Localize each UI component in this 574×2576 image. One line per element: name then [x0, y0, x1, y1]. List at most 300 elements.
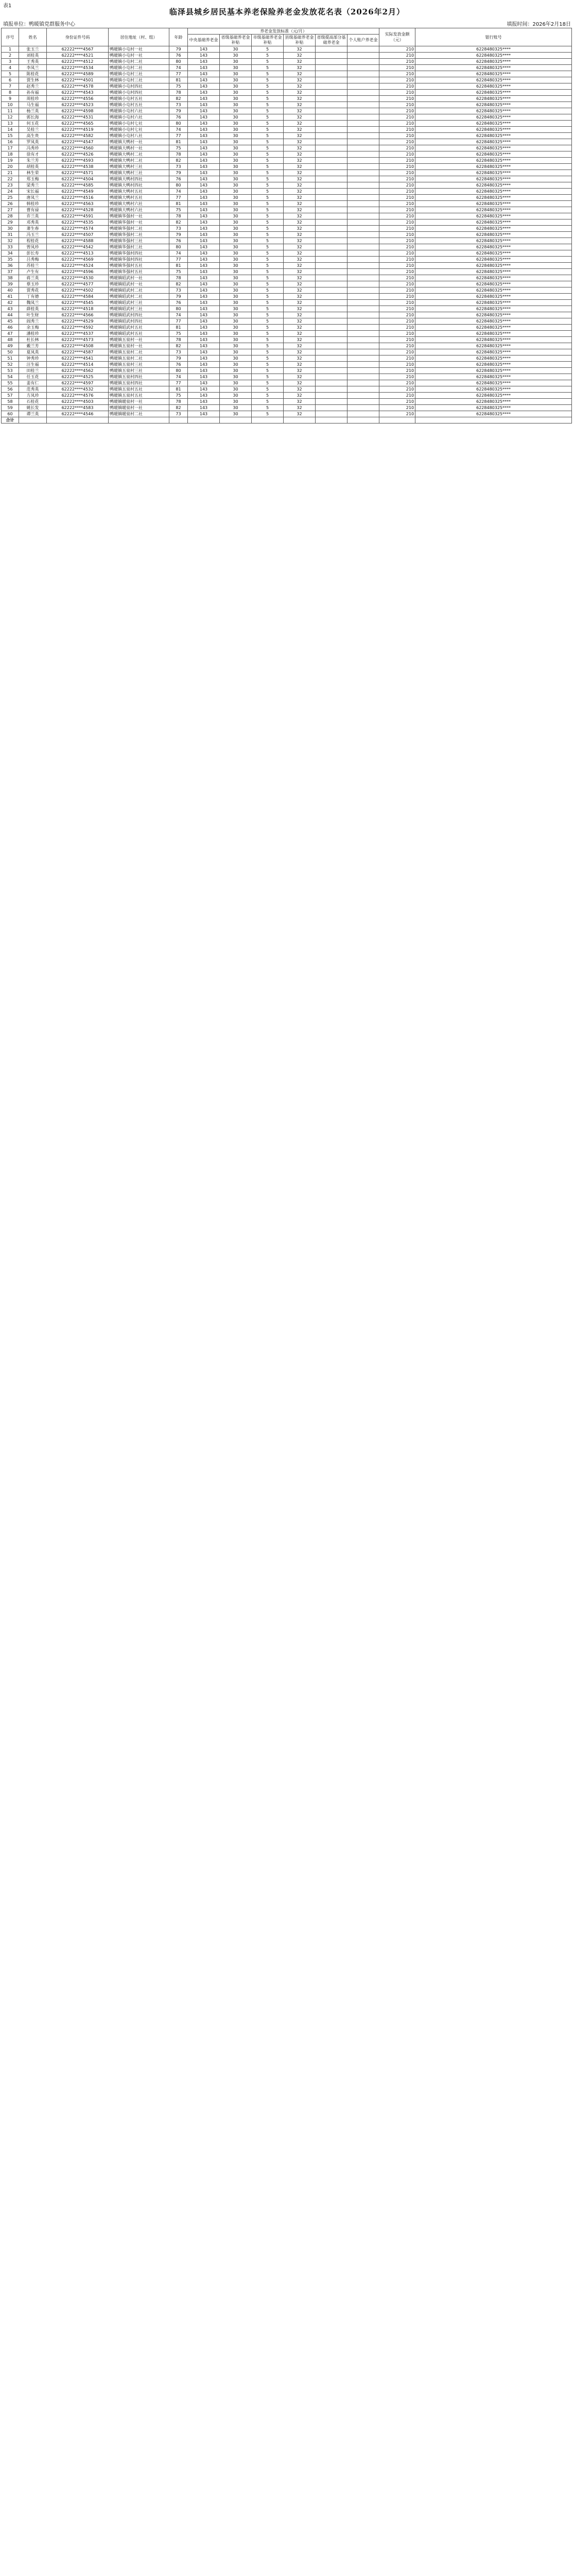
table-cell — [284, 417, 316, 423]
table-cell: 62222****4588 — [47, 238, 109, 244]
table-cell: 5 — [252, 386, 284, 393]
table-cell — [316, 201, 347, 207]
table-cell: 210 — [379, 306, 415, 312]
table-cell: 210 — [379, 170, 415, 176]
table-cell: 210 — [379, 53, 415, 59]
table-cell: 210 — [379, 226, 415, 232]
table-cell: 6228480325**** — [415, 121, 572, 127]
table-cell: 32 — [284, 312, 316, 318]
table-cell — [316, 337, 347, 343]
table-cell — [347, 53, 379, 59]
table-cell — [347, 151, 379, 158]
table-cell: 210 — [379, 411, 415, 417]
table-row — [2, 325, 572, 331]
table-cell: 鸭暖镇华强村三社 — [109, 238, 169, 244]
table-cell: 许兰英 — [19, 213, 47, 219]
table-cell: 38 — [2, 275, 19, 281]
table-cell: 143 — [188, 195, 220, 201]
table-cell: 210 — [379, 102, 415, 108]
table-cell: 30 — [220, 139, 252, 145]
table-cell: 143 — [188, 102, 220, 108]
table-cell: 鸭暖镇华强村四社 — [109, 257, 169, 263]
table-cell: 鸭暖镇华强村一社 — [109, 213, 169, 219]
table-cell: 鸭暖镇昭武村一社 — [109, 275, 169, 281]
table-cell: 邓秀英 — [19, 219, 47, 226]
table-cell — [316, 121, 347, 127]
table-cell: 210 — [379, 244, 415, 250]
table-cell: 6228480325**** — [415, 195, 572, 201]
table-cell: 79 — [169, 294, 188, 300]
table-cell: 32 — [284, 368, 316, 374]
table-cell — [316, 53, 347, 59]
table-cell: 210 — [379, 263, 415, 269]
table-cell: 143 — [188, 300, 220, 306]
table-cell: 30 — [220, 275, 252, 281]
table-cell: 81 — [169, 325, 188, 331]
table-cell — [347, 355, 379, 362]
table-cell: 鸭暖镇大鸭村二社 — [109, 151, 169, 158]
table-cell: 5 — [252, 250, 284, 257]
table-row — [2, 287, 572, 294]
table-cell: 74 — [169, 250, 188, 257]
table-cell: 210 — [379, 71, 415, 77]
table-cell — [316, 349, 347, 355]
table-cell: 30 — [220, 219, 252, 226]
table-row — [2, 189, 572, 195]
table-cell: 62222****4516 — [47, 195, 109, 201]
table-cell: 32 — [284, 362, 316, 368]
table-row — [2, 405, 572, 411]
table-cell: 徐有才 — [19, 151, 47, 158]
table-cell: 210 — [379, 238, 415, 244]
table-cell — [347, 59, 379, 65]
table-cell: 6228480325**** — [415, 300, 572, 306]
table-row — [2, 121, 572, 127]
table-cell: 5 — [252, 399, 284, 405]
table-cell: 62222****4529 — [47, 318, 109, 325]
table-cell — [347, 170, 379, 176]
table-cell: 鸭暖镇昭武村四社 — [109, 312, 169, 318]
table-cell — [347, 349, 379, 355]
table-cell: 30 — [220, 65, 252, 71]
table-cell — [316, 275, 347, 281]
table-cell: 32 — [284, 343, 316, 349]
table-cell: 73 — [169, 102, 188, 108]
table-cell: 30 — [220, 170, 252, 176]
table-row — [2, 263, 572, 269]
table-cell: 15 — [2, 133, 19, 139]
table-cell: 143 — [188, 349, 220, 355]
table-cell: 6228480325**** — [415, 325, 572, 331]
table-cell: 5 — [252, 318, 284, 325]
table-cell: 5 — [252, 53, 284, 59]
table-cell: 5 — [252, 195, 284, 201]
table-cell: 62222****4541 — [47, 355, 109, 362]
table-cell: 143 — [188, 65, 220, 71]
table-cell: 143 — [188, 53, 220, 59]
table-cell: 5 — [252, 207, 284, 213]
table-cell — [316, 374, 347, 380]
table-cell — [316, 263, 347, 269]
table-cell — [347, 145, 379, 151]
table-cell — [316, 213, 347, 219]
table-cell: 林生荣 — [19, 170, 47, 176]
table-cell: 143 — [188, 46, 220, 53]
table-cell: 5 — [252, 325, 284, 331]
table-cell: 32 — [284, 257, 316, 263]
table-row — [2, 250, 572, 257]
table-cell: 62222****4569 — [47, 257, 109, 263]
table-cell — [347, 244, 379, 250]
table-cell — [347, 263, 379, 269]
table-cell: 鸭暖镇小屯村一社 — [109, 53, 169, 59]
table-cell: 143 — [188, 170, 220, 176]
table-cell: 5 — [252, 127, 284, 133]
table-cell — [316, 170, 347, 176]
table-cell: 143 — [188, 114, 220, 121]
table-cell: 6228480325**** — [415, 287, 572, 294]
table-cell: 6228480325**** — [415, 182, 572, 189]
table-cell: 74 — [169, 127, 188, 133]
table-cell: 32 — [284, 59, 316, 65]
table-cell: 贾生林 — [19, 77, 47, 83]
table-cell — [316, 127, 347, 133]
table-cell: 30 — [220, 374, 252, 380]
table-cell: 32 — [284, 275, 316, 281]
table-cell: 6228480325**** — [415, 213, 572, 219]
table-cell — [347, 201, 379, 207]
table-cell — [252, 417, 284, 423]
table-cell: 62222****4531 — [47, 114, 109, 121]
table-cell: 14 — [2, 127, 19, 133]
table-cell: 76 — [169, 176, 188, 182]
table-cell: 30 — [220, 114, 252, 121]
table-cell: 5 — [252, 337, 284, 343]
table-cell — [347, 306, 379, 312]
table-cell: 罗凤英 — [19, 139, 47, 145]
table-cell: 62222****4525 — [47, 374, 109, 380]
table-cell — [19, 417, 47, 423]
table-cell: 210 — [379, 405, 415, 411]
table-row — [2, 201, 572, 207]
table-cell: 79 — [169, 232, 188, 238]
table-cell: 32 — [284, 83, 316, 90]
table-cell: 5 — [252, 294, 284, 300]
table-cell: 143 — [188, 306, 220, 312]
table-cell: 30 — [220, 232, 252, 238]
table-cell: 卢生有 — [19, 269, 47, 275]
table-cell: 36 — [2, 263, 19, 269]
table-row — [2, 127, 572, 133]
table-cell: 5 — [252, 393, 284, 399]
table-cell — [316, 151, 347, 158]
table-cell: 62222****4565 — [47, 121, 109, 127]
table-row — [2, 182, 572, 189]
table-cell — [316, 411, 347, 417]
table-row — [2, 213, 572, 219]
table-cell: 32 — [284, 405, 316, 411]
table-cell: 53 — [2, 368, 19, 374]
table-cell: 鸭暖镇五泉村一社 — [109, 337, 169, 343]
table-cell: 30 — [220, 399, 252, 405]
table-cell — [316, 226, 347, 232]
table-cell: 鸭暖镇小屯村三社 — [109, 77, 169, 83]
table-row — [2, 139, 572, 145]
table-cell: 210 — [379, 46, 415, 53]
table-cell: 62222****4503 — [47, 399, 109, 405]
table-cell — [316, 287, 347, 294]
table-cell: 30 — [220, 96, 252, 102]
table-cell — [316, 139, 347, 145]
table-cell: 32 — [284, 145, 316, 151]
table-cell: 5 — [252, 102, 284, 108]
table-cell: 32 — [284, 96, 316, 102]
table-cell: 5 — [252, 114, 284, 121]
table-cell: 32 — [284, 213, 316, 219]
table-cell: 梁秀兰 — [19, 182, 47, 189]
table-cell: 6228480325**** — [415, 96, 572, 102]
table-cell: 32 — [284, 207, 316, 213]
table-cell: 胡桂英 — [19, 164, 47, 170]
table-cell — [316, 102, 347, 108]
table-cell: 32 — [284, 263, 316, 269]
table-cell: 32 — [284, 399, 316, 405]
table-cell: 5 — [252, 232, 284, 238]
table-cell: 6228480325**** — [415, 226, 572, 232]
table-cell: 32 — [284, 393, 316, 399]
table-cell: 30 — [220, 182, 252, 189]
table-cell: 戴兰芳 — [19, 343, 47, 349]
table-cell — [316, 232, 347, 238]
table-cell: 210 — [379, 139, 415, 145]
table-cell: 方凤珍 — [19, 393, 47, 399]
table-cell: 6228480325**** — [415, 176, 572, 182]
table-cell: 74 — [169, 65, 188, 71]
table-cell: 210 — [379, 77, 415, 83]
table-cell: 62222****4518 — [47, 306, 109, 312]
table-cell: 6228480325**** — [415, 232, 572, 238]
table-cell: 143 — [188, 133, 220, 139]
table-cell: 32 — [284, 127, 316, 133]
table-cell: 20 — [2, 164, 19, 170]
table-cell: 30 — [220, 53, 252, 59]
table-row — [2, 281, 572, 287]
table-cell — [347, 232, 379, 238]
table-cell: 6228480325**** — [415, 411, 572, 417]
table-cell: 62222****4593 — [47, 158, 109, 164]
table-cell — [220, 417, 252, 423]
table-cell: 47 — [2, 331, 19, 337]
header-addr: 居住地址（村、组） — [109, 28, 169, 46]
table-cell: 阎秀兰 — [19, 318, 47, 325]
table-cell: 143 — [188, 281, 220, 287]
table-cell: 鸭暖镇五泉村五社 — [109, 386, 169, 393]
table-cell: 143 — [188, 213, 220, 219]
table-cell: 鸭暖镇昭武村三社 — [109, 300, 169, 306]
table-cell — [347, 294, 379, 300]
table-cell: 31 — [2, 232, 19, 238]
table-cell: 丁有德 — [19, 294, 47, 300]
table-cell: 62222****4512 — [47, 59, 109, 65]
table-cell: 73 — [169, 349, 188, 355]
table-cell: 210 — [379, 90, 415, 96]
table-cell: 143 — [188, 238, 220, 244]
table-cell: 郭长海 — [19, 114, 47, 121]
table-cell: 62222****4574 — [47, 226, 109, 232]
header-county: 县级基础养老金补贴 — [284, 35, 316, 46]
table-cell — [316, 343, 347, 349]
table-cell: 143 — [188, 275, 220, 281]
table-cell: 32 — [284, 90, 316, 96]
table-cell — [109, 417, 169, 423]
table-cell: 143 — [188, 176, 220, 182]
unit-label: 填报单位：鸭暖镇党群服务中心 — [3, 22, 75, 27]
table-cell: 62222****4560 — [47, 145, 109, 151]
table-cell — [316, 355, 347, 362]
table-cell: 30 — [220, 207, 252, 213]
table-cell — [316, 244, 347, 250]
table-cell: 5 — [252, 164, 284, 170]
table-row — [2, 102, 572, 108]
table-cell: 鸭暖镇大鸭村一社 — [109, 145, 169, 151]
table-cell: 32 — [284, 121, 316, 127]
table-cell: 32 — [284, 318, 316, 325]
table-cell: 石桂花 — [19, 399, 47, 405]
table-cell: 143 — [188, 399, 220, 405]
table-cell: 鸭暖镇大鸭村二社 — [109, 158, 169, 164]
table-cell: 55 — [2, 380, 19, 386]
table-cell — [316, 306, 347, 312]
table-cell: 高生贵 — [19, 133, 47, 139]
table-cell: 210 — [379, 287, 415, 294]
table-row — [2, 145, 572, 151]
table-cell: 210 — [379, 349, 415, 355]
table-cell: 32 — [284, 139, 316, 145]
table-cell: 曹有禄 — [19, 207, 47, 213]
table-cell — [316, 331, 347, 337]
table-cell — [347, 300, 379, 306]
table-cell: 5 — [252, 331, 284, 337]
table-row — [2, 312, 572, 318]
table-cell — [347, 158, 379, 164]
header-bank: 银行账号 — [415, 28, 572, 46]
table-cell: 28 — [2, 213, 19, 219]
table-cell: 鸭暖镇大鸭村五社 — [109, 189, 169, 195]
table-cell: 210 — [379, 189, 415, 195]
table-cell: 143 — [188, 374, 220, 380]
table-cell: 30 — [220, 300, 252, 306]
table-cell: 210 — [379, 108, 415, 114]
table-cell: 鸭暖镇昭武村四社 — [109, 318, 169, 325]
table-row — [2, 65, 572, 71]
table-cell: 鸭暖镇五泉村二社 — [109, 355, 169, 362]
table-cell: 鸭暖镇华强村五社 — [109, 263, 169, 269]
table-cell: 鸭暖镇小屯村六社 — [109, 108, 169, 114]
table-cell: 6228480325**** — [415, 114, 572, 121]
table-cell: 马生福 — [19, 102, 47, 108]
table-cell: 210 — [379, 368, 415, 374]
table-cell: 6228480325**** — [415, 164, 572, 170]
table-cell: 32 — [284, 108, 316, 114]
table-cell: 鸭暖镇五泉村四社 — [109, 380, 169, 386]
table-cell: 58 — [2, 399, 19, 405]
table-cell: 32 — [284, 380, 316, 386]
table-cell: 鸭暖镇大鸭村六社 — [109, 201, 169, 207]
table-cell: 62222****4546 — [47, 411, 109, 417]
table-cell: 49 — [2, 343, 19, 349]
table-cell: 73 — [169, 226, 188, 232]
table-cell: 5 — [252, 343, 284, 349]
table-cell: 30 — [220, 46, 252, 53]
table-cell — [47, 417, 109, 423]
table-cell: 30 — [2, 226, 19, 232]
table-cell — [347, 176, 379, 182]
table-cell — [379, 417, 415, 423]
table-cell: 210 — [379, 182, 415, 189]
table-cell: 6228480325**** — [415, 263, 572, 269]
table-cell — [347, 417, 379, 423]
table-cell — [347, 399, 379, 405]
table-cell: 82 — [169, 343, 188, 349]
table-cell: 210 — [379, 294, 415, 300]
header-provincial: 省级基础养老金补贴 — [220, 35, 252, 46]
table-cell: 鸭暖镇五泉村一社 — [109, 343, 169, 349]
table-cell — [316, 158, 347, 164]
table-cell: 5 — [252, 244, 284, 250]
table-cell: 30 — [220, 145, 252, 151]
table-cell: 32 — [284, 46, 316, 53]
table-cell: 210 — [379, 59, 415, 65]
table-cell — [347, 343, 379, 349]
table-cell: 62222****4538 — [47, 164, 109, 170]
table-cell: 77 — [169, 195, 188, 201]
table-cell: 5 — [252, 182, 284, 189]
table-cell: 210 — [379, 145, 415, 151]
table-row — [2, 71, 572, 77]
table-cell — [347, 250, 379, 257]
table-cell: 210 — [379, 232, 415, 238]
table-cell: 32 — [284, 182, 316, 189]
table-cell: 曾凤珍 — [19, 244, 47, 250]
table-cell: 32 — [284, 77, 316, 83]
header-personal-account: 个人账户养老金 — [347, 35, 379, 46]
table-cell: 鸭暖镇小屯村八社 — [109, 133, 169, 139]
table-cell: 鸭暖镇大鸭村六社 — [109, 207, 169, 213]
header-name: 姓名 — [19, 28, 47, 46]
table-cell: 6228480325**** — [415, 151, 572, 158]
table-cell: 62222****4587 — [47, 349, 109, 355]
table-cell: 210 — [379, 337, 415, 343]
table-cell — [347, 380, 379, 386]
table-cell: 143 — [188, 59, 220, 65]
table-cell: 6228480325**** — [415, 294, 572, 300]
table-cell: 5 — [252, 362, 284, 368]
table-cell — [347, 108, 379, 114]
table-cell: 210 — [379, 393, 415, 399]
table-cell: 22 — [2, 176, 19, 182]
table-cell: 75 — [169, 393, 188, 399]
table-cell: 鸭暖镇大鸭村四社 — [109, 182, 169, 189]
table-cell: 5 — [252, 158, 284, 164]
table-cell: 30 — [220, 393, 252, 399]
table-cell — [316, 176, 347, 182]
table-cell: 5 — [252, 176, 284, 182]
table-cell: 6228480325**** — [415, 46, 572, 53]
table-cell: 5 — [252, 170, 284, 176]
table-cell: 5 — [252, 139, 284, 145]
table-cell: 5 — [252, 189, 284, 195]
table-row — [2, 151, 572, 158]
